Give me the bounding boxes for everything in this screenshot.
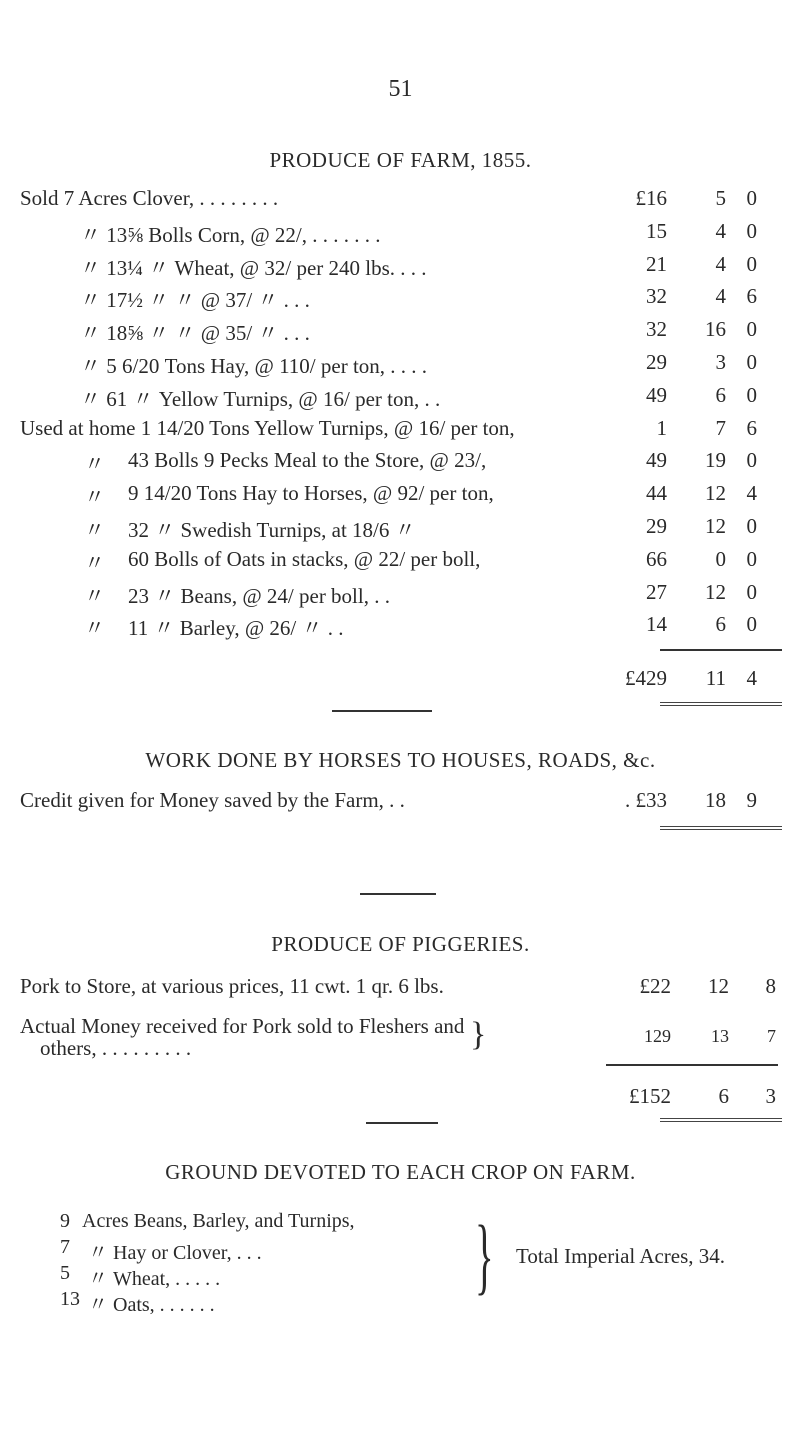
- farm-row-pounds: 44: [646, 481, 667, 506]
- farm-row-pounds: 15: [646, 218, 667, 243]
- piggeries-row-2-shillings: 13: [711, 1026, 729, 1046]
- ground-item-crop: 〃 Hay or Clover, . . .: [88, 1242, 262, 1264]
- ground-item-acres: 7: [60, 1236, 70, 1258]
- farm-row: [0, 284, 801, 316]
- right-brace-icon: }: [475, 1207, 494, 1303]
- farm-row-pounds: 14: [646, 612, 667, 637]
- farm-row-desc: 43 Bolls 9 Pecks Meal to the Store, @ 23/,: [128, 448, 487, 473]
- piggeries-row-2-pounds: 129: [644, 1026, 671, 1046]
- farm-row: [0, 580, 801, 612]
- farm-row-desc: 32 〃 Swedish Turnips, at 18/6 〃: [128, 518, 416, 542]
- farm-row-desc: Sold 7 Acres Clover, . . . . . . . .: [20, 186, 279, 210]
- farm-row-shillings: 4: [715, 284, 726, 309]
- work-shillings: 18: [705, 788, 726, 812]
- farm-row-pounds: 49: [646, 382, 667, 407]
- farm-row: [0, 448, 801, 480]
- farm-row-pounds: 66: [646, 546, 667, 571]
- farm-row-shillings: 16: [705, 317, 726, 342]
- farm-row-desc: 11 〃 Barley, @ 26/ 〃 . .: [128, 616, 344, 641]
- ground-item-acres: 13: [60, 1288, 80, 1310]
- farm-row-pence: 0: [746, 612, 757, 637]
- farm-row-shillings: 4: [715, 251, 726, 276]
- ground-total: Total Imperial Acres, 34.: [516, 1244, 726, 1268]
- farm-row-desc: 〃 13¼ 〃 Wheat, @ 32/ per 240 lbs. . . .: [80, 255, 427, 280]
- piggeries-total-pence: 3: [765, 1084, 776, 1108]
- ditto-mark: 〃: [84, 452, 105, 477]
- farm-row-pence: 0: [746, 514, 757, 538]
- farm-row-shillings: 0: [715, 546, 726, 571]
- ground-item-acres: 9: [60, 1210, 70, 1232]
- work-pence: 9: [746, 788, 757, 812]
- page-number: 51: [388, 76, 413, 102]
- piggeries-row-1-pence: 8: [765, 974, 776, 998]
- farm-row: [0, 514, 801, 546]
- farm-total-shillings: 11: [705, 666, 726, 690]
- ground-item-acres: 5: [60, 1262, 70, 1284]
- farm-row-desc: 〃 18⅝ 〃 〃 @ 35/ 〃 . . .: [80, 321, 310, 346]
- farm-row-pence: 0: [746, 218, 757, 243]
- ground-item-crop: Acres Beans, Barley, and Turnips,: [82, 1210, 355, 1232]
- farm-total-pounds: £429: [625, 666, 667, 690]
- piggeries-row-1: [0, 974, 801, 1006]
- farm-row-pence: 0: [746, 382, 757, 407]
- piggeries-row-2-pence: 7: [767, 1026, 776, 1046]
- farm-row-pounds: £16: [635, 186, 667, 210]
- ditto-mark: 〃: [84, 550, 105, 575]
- farm-row-desc: 〃 61 〃 Yellow Turnips, @ 16/ per ton, . .: [80, 386, 441, 411]
- farm-row-pence: 6: [746, 415, 757, 440]
- farm-row-pence: 0: [746, 579, 757, 604]
- farm-row: [0, 317, 801, 349]
- ditto-mark: 〃: [84, 583, 105, 608]
- farm-heading: PRODUCE OF FARM, 1855.: [269, 148, 532, 172]
- work-heading: WORK DONE BY HORSES TO HOUSES, ROADS, &c.: [145, 748, 656, 772]
- farm-row: [0, 219, 801, 251]
- farm-row-pounds: 29: [646, 514, 667, 538]
- piggeries-heading: PRODUCE OF PIGGERIES.: [271, 932, 530, 956]
- piggeries-row-1-desc: Pork to Store, at various prices, 11 cwt. 1 qr. 6 lbs.: [20, 974, 444, 998]
- farm-row-desc: 60 Bolls of Oats in stacks, @ 22/ per boll,: [128, 546, 481, 571]
- farm-row: [0, 186, 801, 218]
- farm-row-pence: 6: [746, 284, 757, 309]
- farm-row-desc: Used at home 1 14/20 Tons Yellow Turnips, @ 16/ per ton,: [20, 415, 515, 440]
- farm-row-pounds: 21: [646, 251, 667, 276]
- ditto-mark: 〃: [84, 616, 105, 641]
- piggeries-double-rule-2: [660, 1121, 782, 1122]
- farm-row: [0, 481, 801, 513]
- piggeries-row-2-desc-line-1: Actual Money received for Pork sold to Fleshers and: [20, 1014, 465, 1038]
- right-brace-icon: }: [470, 1016, 487, 1053]
- farm-total-pence: 4: [746, 666, 757, 690]
- farm-row-pounds: 32: [646, 284, 667, 309]
- farm-row-desc: 23 〃 Beans, @ 24/ per boll, . .: [128, 583, 390, 608]
- farm-row-shillings: 12: [705, 514, 726, 538]
- farm-row: [0, 252, 801, 284]
- farm-row-pounds: 32: [646, 317, 667, 342]
- farm-total-double-rule-2: [660, 705, 782, 706]
- farm-row: [0, 350, 801, 382]
- work-desc: Credit given for Money saved by the Farm, . .: [20, 788, 405, 812]
- piggeries-total-row: [0, 1084, 801, 1116]
- farm-row-shillings: 6: [715, 612, 726, 637]
- farm-row-shillings: 4: [715, 218, 726, 243]
- farm-row-pounds: 29: [646, 350, 667, 374]
- farm-row-pence: 0: [746, 317, 757, 342]
- work-row: [0, 788, 801, 820]
- piggeries-row-1-pounds: £22: [639, 974, 671, 998]
- farm-row-pence: 0: [746, 251, 757, 276]
- piggeries-double-rule-1: [660, 1118, 782, 1119]
- farm-row-shillings: 19: [705, 448, 726, 473]
- piggeries-row-2-desc-line-2: others, . . . . . . . . .: [40, 1036, 192, 1060]
- farm-row-pence: 0: [746, 448, 757, 473]
- farm-row-desc: 〃 17½ 〃 〃 @ 37/ 〃 . . .: [80, 288, 310, 313]
- farm-row-shillings: 5: [715, 186, 726, 210]
- farm-row-pence: 0: [746, 186, 757, 210]
- farm-row: [0, 612, 801, 644]
- farm-row-shillings: 7: [715, 415, 726, 440]
- work-pounds: . £33: [625, 788, 667, 812]
- section-divider: [360, 893, 436, 895]
- ground-item-crop: 〃 Wheat, . . . . .: [88, 1268, 221, 1290]
- section-divider: [366, 1122, 438, 1124]
- farm-row-shillings: 12: [705, 481, 726, 506]
- farm-row-shillings: 3: [715, 350, 726, 374]
- farm-row-desc: 〃 13⅝ Bolls Corn, @ 22/, . . . . . . .: [80, 222, 381, 247]
- farm-row-desc: 〃 5 6/20 Tons Hay, @ 110/ per ton, . . . .: [80, 354, 428, 378]
- ditto-mark: 〃: [84, 485, 105, 510]
- farm-row-pounds: 49: [646, 448, 667, 473]
- ground-heading: GROUND DEVOTED TO EACH CROP ON FARM.: [165, 1160, 636, 1184]
- work-double-rule-1: [660, 826, 782, 827]
- section-divider: [332, 710, 432, 712]
- piggeries-row-1-shillings: 12: [708, 974, 729, 998]
- work-double-rule-2: [660, 829, 782, 830]
- farm-row: [0, 383, 801, 415]
- farm-row-pounds: 27: [646, 579, 667, 604]
- farm-row-pence: 0: [746, 350, 757, 374]
- farm-row-desc: 9 14/20 Tons Hay to Horses, @ 92/ per ton,: [128, 481, 494, 506]
- farm-row-pence: 4: [746, 481, 757, 506]
- farm-total-row: [0, 666, 801, 698]
- farm-row-shillings: 6: [715, 382, 726, 407]
- farm-row-shillings: 12: [705, 579, 726, 604]
- farm-row: [0, 547, 801, 579]
- ground-item-crop: 〃 Oats, . . . . . .: [88, 1294, 215, 1316]
- farm-row-pence: 0: [746, 546, 757, 571]
- piggeries-total-shillings: 6: [718, 1084, 729, 1108]
- farm-total-double-rule-1: [660, 702, 782, 703]
- ditto-mark: 〃: [84, 518, 105, 542]
- farm-subtotal-rule: [660, 649, 782, 651]
- piggeries-subtotal-rule: [606, 1064, 778, 1066]
- piggeries-total-pounds: £152: [629, 1084, 671, 1108]
- farm-row-pounds: 1: [656, 415, 667, 440]
- farm-row: [0, 416, 801, 448]
